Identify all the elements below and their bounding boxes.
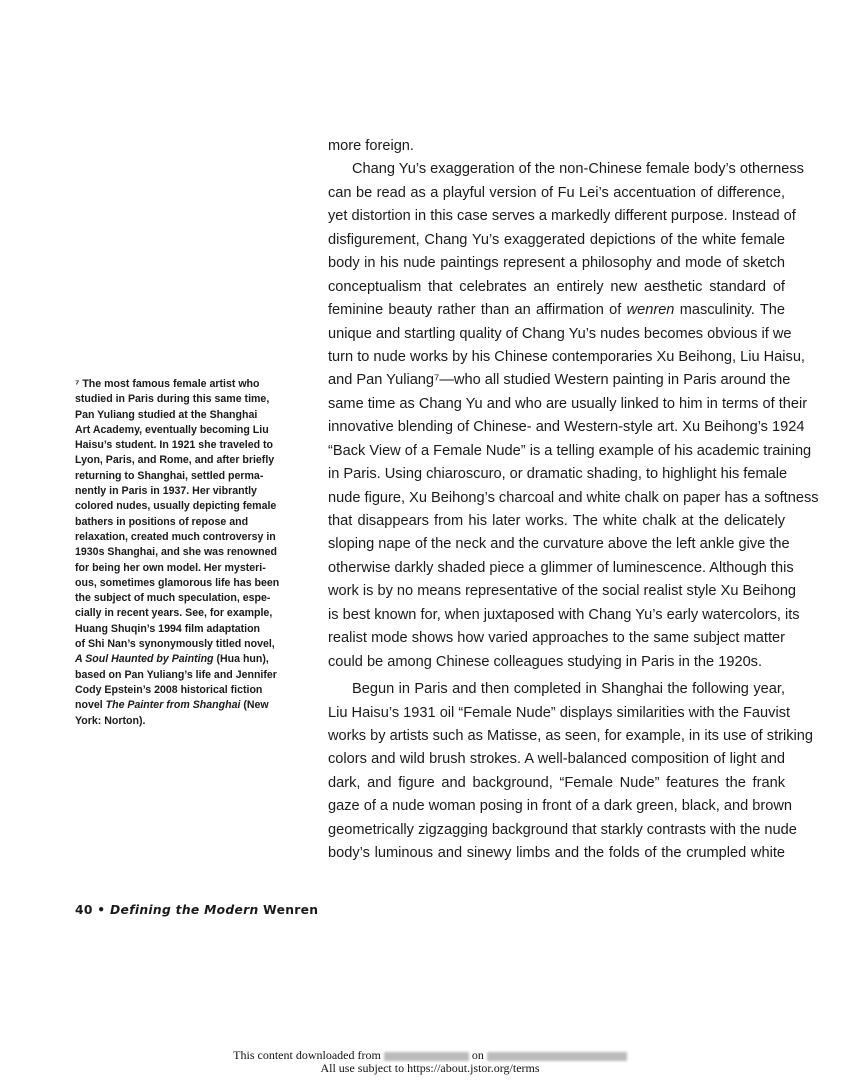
footnote-line: of Shi Nan’s synonymously titled novel, — [75, 638, 275, 651]
footnote-line: Lyon, Paris, and Rome, and after briefly — [75, 454, 275, 467]
text-line: geometrically zigzagging background that starkly contrasts with the nude — [328, 821, 797, 838]
footnote-line: ous, sometimes glamorous life has been — [75, 576, 280, 589]
text-line: is best known for, when juxtaposed with Chang Yu’s early watercolors, its — [328, 606, 800, 623]
footnote-text: (Hua hun), — [213, 653, 269, 666]
body-text — [328, 135, 819, 866]
page-number: 40 — [75, 903, 93, 917]
footnote-line: studied in Paris during this same time, — [75, 393, 270, 406]
text-line: disfigurement, Chang Yu’s exaggerated depictions of the white female — [328, 231, 785, 248]
text-line: conceptualism that celebrates an entirely new aesthetic standard of — [328, 278, 785, 295]
footnote-line: Art Academy, eventually becoming Liu — [75, 423, 269, 436]
footnote-line: returning to Shanghai, settled perma- — [75, 469, 264, 482]
text-line: colors and wild brush strokes. A well-balanced composition of light and — [328, 751, 785, 768]
footnote-line: bathers in positions of repose and — [75, 515, 249, 528]
jstor-notice — [0, 1049, 860, 1074]
footnote-line: based on Pan Yuliang’s life and Jennifer — [75, 668, 277, 681]
text-line: unique and startling quality of Chang Yu’s nudes becomes obvious if we — [328, 325, 792, 342]
text-line: dark, and figure and background, “Female Nude” features the frank — [328, 774, 785, 791]
text-line: body in his nude paintings represent a philosophy and mode of sketch — [328, 255, 785, 272]
footnote-line: 1930s Shanghai, and she was renowned — [75, 546, 277, 559]
text-line: yet distortion in this case serves a markedly different purpose. Instead of — [328, 208, 796, 225]
footnote-title-italic: A Soul Haunted by Painting — [75, 653, 214, 666]
text-line: same time as Chang Yu and who are usually linked to him in terms of their — [328, 395, 808, 412]
text-line: could be among Chinese colleagues studying in Paris in the 1920s. — [328, 653, 763, 670]
text-line: and Pan Yuliang⁷—who all studied Western painting in Paris around the — [328, 372, 791, 389]
footnote-title-italic: The Painter from Shanghai — [105, 699, 241, 712]
text-line: innovative blending of Chinese- and Western-style art. Xu Beihong’s 1924 — [328, 419, 805, 436]
footnote-line: Pan Yuliang studied at the Shanghai — [75, 408, 258, 421]
footnote-line: for being her own model. Her mysteri- — [75, 561, 266, 574]
footnote-line: Cody Epstein’s 2008 historical fiction — [75, 683, 263, 696]
text-line: more foreign. — [328, 138, 414, 154]
text-line: turn to nude works by his Chinese contemporaries Xu Beihong, Liu Haisu, — [328, 348, 805, 365]
text-line: can be read as a playful version of Fu Lei’s accentuation of difference, — [328, 184, 785, 201]
text-line: feminine beauty rather than an affirmation of wenren masculinity. The — [328, 302, 785, 319]
footnote-line: Huang Shuqin’s 1994 film adaptation — [75, 622, 261, 635]
book-title-rest: Wenren — [258, 903, 319, 917]
book-title-italic: Defining the Modern — [110, 903, 259, 917]
download-line — [0, 1049, 860, 1061]
text-line: body’s luminous and sinewy limbs and the folds of the crumpled white — [328, 845, 785, 862]
footnote-line: Haisu’s student. In 1921 she traveled to — [75, 439, 274, 452]
redacted-date — [487, 1052, 627, 1061]
text-line: nude figure, Xu Beihong’s charcoal and white chalk on paper has a softness — [328, 489, 819, 506]
redacted-ip — [384, 1052, 469, 1061]
text-line: in Paris. Using chiaroscuro, or dramatic shading, to highlight his female — [328, 466, 788, 483]
download-text: This content downloaded from — [233, 1048, 384, 1062]
footnote-line — [75, 652, 293, 667]
text-line: work is by no means representative of the social realist style Xu Beihong — [328, 583, 797, 600]
footnote-line — [75, 698, 293, 713]
footnote-text: (New — [240, 699, 269, 712]
footnote-line: cially in recent years. See, for example, — [75, 607, 273, 620]
italic-term: wenren — [626, 302, 675, 319]
footnote-7 — [75, 377, 293, 729]
footnote-line: nently in Paris in 1937. Her vibrantly — [75, 485, 257, 498]
terms-line: All use subject to https://about.jstor.org/terms — [320, 1061, 540, 1075]
text-line: sloping nape of the neck and the curvature above the left ankle give the — [328, 536, 790, 553]
footnote-line: relaxation, created much controversy in — [75, 530, 276, 543]
text-line: “Back View of a Female Nude” is a telling example of his academic training — [328, 442, 812, 459]
footnote-line: colored nudes, usually depicting female — [75, 500, 277, 513]
separator: • — [92, 903, 111, 917]
text-line: otherwise darkly shaded piece a glimmer of luminescence. Although this — [328, 559, 794, 576]
text-line: realist mode shows how varied approaches to the same subject matter — [328, 630, 785, 647]
download-text: on — [468, 1048, 487, 1062]
text-line: Liu Haisu’s 1931 oil “Female Nude” displays similarities with the Fauvist — [328, 704, 791, 721]
text-line: works by artists such as Matisse, as seen, for example, in its use of striking — [328, 727, 814, 744]
text-line: Chang Yu’s exaggeration of the non-Chinese female body’s otherness — [352, 161, 804, 178]
footnote-line: York: Norton). — [75, 714, 146, 727]
text-line: Begun in Paris and then completed in Shanghai the following year, — [352, 681, 785, 698]
running-footer — [75, 903, 318, 917]
footnote-text: novel — [75, 699, 106, 712]
text-line: that disappears from his later works. The white chalk at the delicately — [328, 513, 785, 529]
footnote-line: ⁷ The most famous female artist who — [75, 378, 260, 390]
footnote-line: the subject of much speculation, espe- — [75, 592, 271, 605]
text-line: gaze of a nude woman posing in front of a dark green, black, and brown — [328, 798, 793, 815]
